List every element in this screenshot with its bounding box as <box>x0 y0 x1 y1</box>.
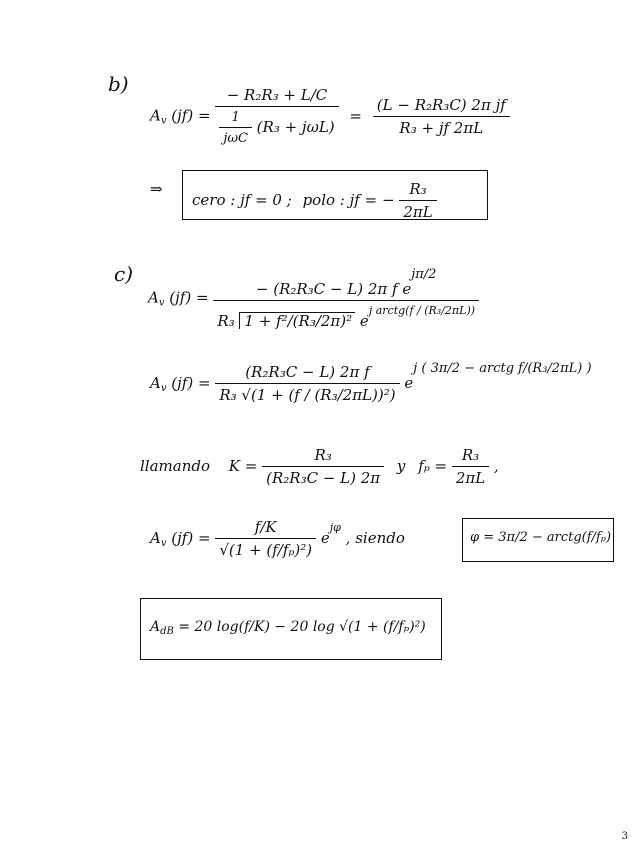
c3-exponent: jφ <box>329 521 341 534</box>
fraction-b1 <box>215 88 338 145</box>
av-argument: (jf) = <box>169 288 209 307</box>
c-equation-3: $A_v$ (jf) = $\frac{f/K}{\text{√(1 + (f/fₚ)²)}}$ $e^{j\varphi}$ , siendo <box>150 518 405 559</box>
polo-lhs: jf = − <box>349 191 395 209</box>
av-subscript: v <box>160 538 167 549</box>
cero-label: cero : <box>192 191 236 209</box>
polo-denominator: 2πL <box>403 203 433 221</box>
adb-symbol: A <box>150 619 161 635</box>
c3-fraction <box>215 520 316 558</box>
fraction-b2-numerator: (L − R₂R₃C) 2π jf <box>373 98 510 117</box>
comma: , <box>494 457 499 475</box>
cero-value: jf = 0 ; <box>240 191 292 209</box>
k-numerator: R₃ <box>262 448 384 467</box>
adb-rhs: = 20 log(f/K) − 20 log √(1 + (f/fₚ)²) <box>178 619 426 635</box>
c3-denominator: √(1 + (f/fₚ)²) <box>219 541 313 559</box>
polo-numerator: R₃ <box>399 182 436 201</box>
c1-denominator: R₃ 1 + f²/(R₃/2π)² $e^{j arctg(f / (R_3/2\pi L))}$ <box>217 304 476 330</box>
adb-subscript: dB <box>160 626 174 637</box>
av-symbol: A <box>150 374 161 392</box>
y-word: y <box>396 457 406 475</box>
fp-fraction <box>452 448 489 486</box>
k-lhs: K = <box>228 457 258 475</box>
c1-r3: R₃ <box>217 312 235 330</box>
c1-fraction <box>213 268 479 329</box>
llamando-word: llamando <box>140 457 210 475</box>
polo-label: polo : <box>302 191 345 209</box>
fp-lhs: fₚ = <box>418 457 448 475</box>
av-symbol: A <box>150 529 161 547</box>
fraction-b2 <box>373 95 510 137</box>
fp-numerator: R₃ <box>452 448 489 467</box>
c-equation-2: $A_v$ (jf) = $\frac{\text{(R₂R₃C − L) 2π f}}{\text{R₃ √(1 + (f / (R₃/2πL))²)}}$ ej ( 3π/2 − arctg f/(R₃/2πL) ) <box>150 361 592 404</box>
av-argument: (jf) = <box>171 374 211 392</box>
r3-plus-jwl: (R₃ + jωL) <box>256 118 335 136</box>
siendo-word: , siendo <box>345 529 405 547</box>
phi-definition: φ = 3π/2 − arctg(f/fₚ) <box>470 530 612 545</box>
section-b-equation <box>150 88 510 145</box>
c-equation-1 <box>148 268 479 329</box>
cero-polo-line <box>150 182 163 197</box>
av-symbol: A <box>148 288 159 307</box>
page-number: 3 <box>621 831 628 842</box>
c1-sqrt: 1 + f²/(R₃/2π)² <box>239 312 355 329</box>
c2-exponent: j ( 3π/2 − arctg f/(R₃/2πL) ) <box>413 361 592 376</box>
fraction-1-over-jwc <box>219 111 252 145</box>
av-symbol: A <box>150 106 161 125</box>
av-subscript: v <box>160 383 167 394</box>
polo-fraction <box>399 182 436 220</box>
cero-polo-content <box>192 182 437 220</box>
c2-fraction <box>215 365 399 403</box>
k-fraction <box>262 448 384 486</box>
fraction-b2-denominator: R₃ + jf 2πL <box>399 118 484 137</box>
equals-sign: = <box>349 106 362 125</box>
c1-denominator-exponent: j arctg(f / (R₃/2πL)) <box>368 304 476 317</box>
c-llamando-line <box>140 448 499 486</box>
section-c-label: c) <box>114 262 134 286</box>
c1-numerator-exponent: jπ/2 <box>411 267 437 282</box>
fraction-b1-numerator: − R₂R₃ + L/C <box>215 88 338 107</box>
k-denominator: (R₂R₃C − L) 2π <box>266 469 381 487</box>
av-subscript: v <box>160 115 167 127</box>
section-b-label: b) <box>108 72 129 96</box>
fraction-b1-denominator <box>215 107 338 145</box>
c2-numerator: (R₂R₃C − L) 2π f <box>215 365 399 384</box>
implies-arrow: ⇒ <box>150 180 163 198</box>
c2-denominator: R₃ √(1 + (f / (R₃/2πL))²) <box>219 386 396 404</box>
one-numerator: 1 <box>219 111 252 128</box>
av-argument: (jf) = <box>171 106 211 125</box>
c3-numerator: f/K <box>215 520 316 539</box>
fp-denominator: 2πL <box>455 469 486 487</box>
av-subscript: v <box>158 297 165 309</box>
c1-numerator: − (R₂R₃C − L) 2π f ejπ/2 <box>213 268 479 301</box>
adb-equation <box>150 620 426 637</box>
c1-numerator-text: − (R₂R₃C − L) 2π f <box>255 280 398 298</box>
jwc-denominator: jωC <box>223 131 248 146</box>
av-argument: (jf) = <box>171 529 211 547</box>
